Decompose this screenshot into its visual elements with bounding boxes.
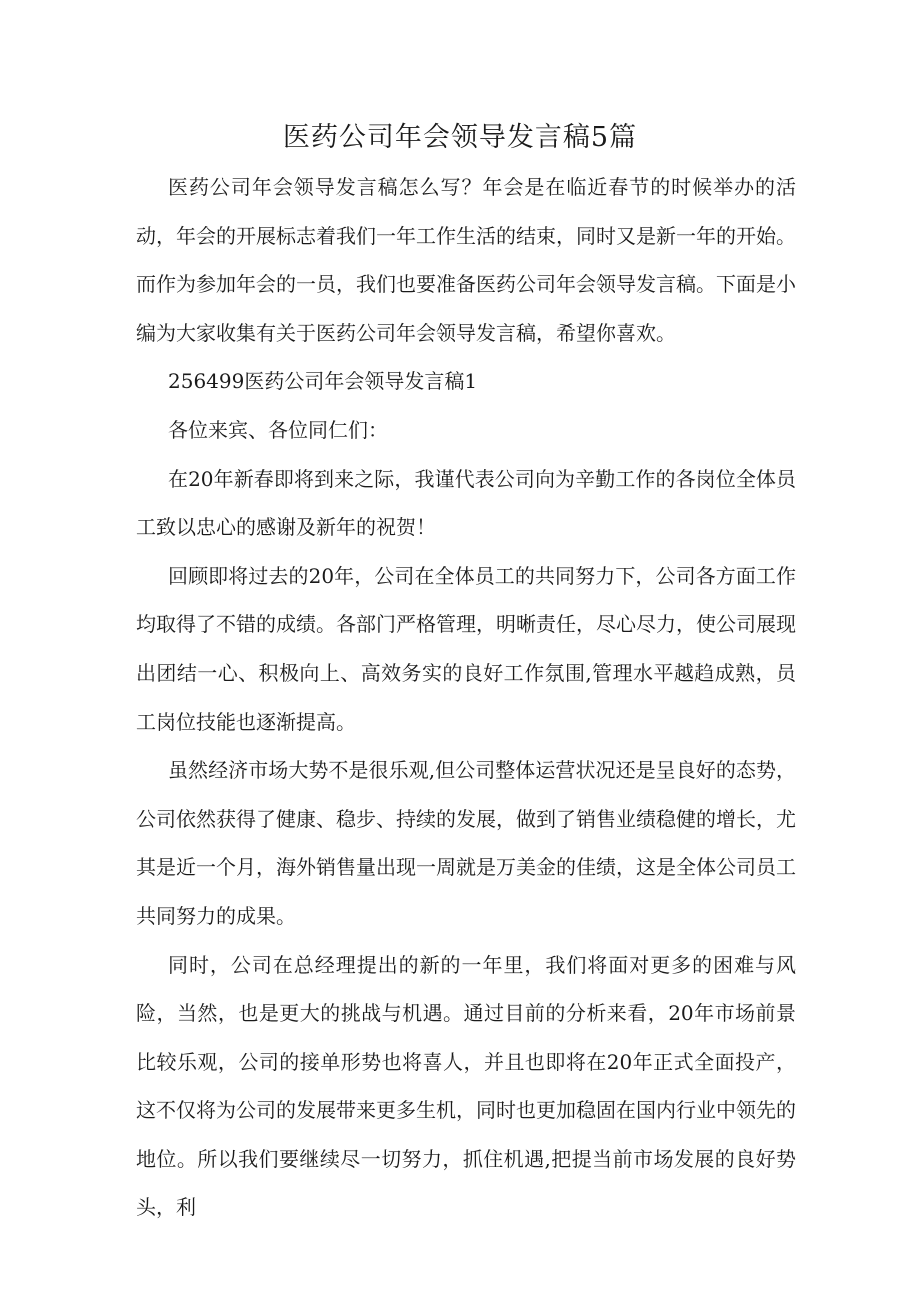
intro-paragraph: 医药公司年会领导发言稿怎么写？年会是在临近春节的时候举办的活动，年会的开展标志着我们一年工作生活的结束，同时又是新一年的开始。而作为参加年会的一员，我们也要准备医药公司年会领导发言稿。下面是小编为大家收集有关于医药公司年会领导发言稿，希望你喜欢。 [136, 175, 796, 345]
body-paragraph: 同时，公司在总经理提出的新的一年里，我们将面对更多的困难与风险，当然，也是更大的挑战与机遇。通过目前的分析来看，20年市场前景比较乐观，公司的接单形势也将喜人，并且也即将在20年正式全面投产，这不仅将为公司的发展带来更多生机，同时也更加稳固在国内行业中领先的地位。所以我们要继续尽一切努力，抓住机遇,把提当前市场发展的良好势头，利 [136, 952, 796, 1220]
document-title: 医药公司年会领导发言稿5篇 [282, 122, 638, 153]
salutation: 各位来宾、各位同仁们： [168, 417, 388, 442]
body-paragraph: 虽然经济市场大势不是很乐观,但公司整体运营状况还是呈良好的态势，公司依然获得了健康、稳步、持续的发展，做到了销售业绩稳健的增长，尤其是近一个月，海外销售量出现一周就是万美金的佳绩，这是全体公司员工共同努力的成果。 [136, 758, 796, 928]
body-paragraph: 在20年新春即将到来之际，我谨代表公司向为辛勤工作的各岗位全体员工致以忠心的感谢及新年的祝贺！ [136, 466, 796, 540]
section-heading: 256499医药公司年会领导发言稿1 [168, 369, 478, 394]
body-paragraph: 回顾即将过去的20年，公司在全体员工的共同努力下，公司各方面工作均取得了不错的成绩。各部门严格管理，明晰责任，尽心尽力，使公司展现出团结一心、积极向上、高效务实的良好工作氛围,管理水平越趋成熟，员工岗位技能也逐渐提高。 [136, 563, 796, 734]
document-body [136, 163, 796, 1232]
